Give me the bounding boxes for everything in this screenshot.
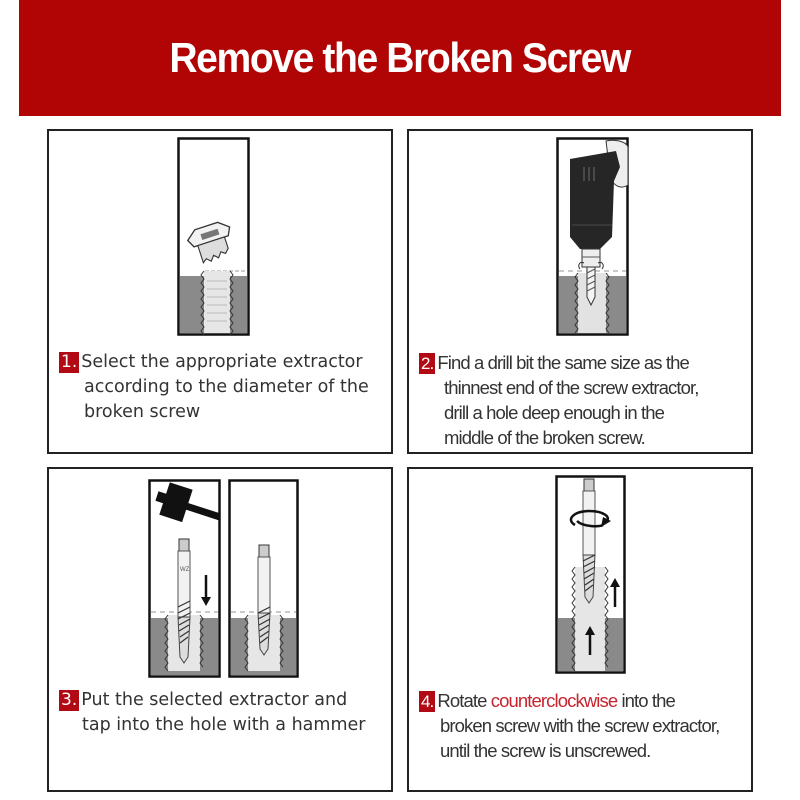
step-number-badge: 1. bbox=[61, 352, 78, 372]
drill-illustration-icon bbox=[556, 137, 630, 337]
highlight-text: counterclockwise bbox=[490, 690, 618, 711]
broken-screw-illustration-icon bbox=[177, 137, 251, 337]
rotate-extractor-illustration-icon bbox=[555, 475, 627, 675]
step-3-panel bbox=[47, 467, 393, 792]
page-title: Remove the Broken Screw bbox=[169, 34, 631, 81]
step-2-caption: 2. Find a drill bit the same size as the thinnest end of the screw extractor, drill a hole deep enough in the middle of the broken screw. bbox=[421, 352, 699, 448]
step-number-badge: 3. bbox=[61, 690, 78, 710]
step-1-caption: 1. Select the appropriate extractor according to the diameter of the broken screw bbox=[61, 352, 369, 422]
extractor-inserted-illustration-icon bbox=[228, 479, 300, 679]
step-3-caption: 3. Put the selected extractor and tap into the hole with a hammer bbox=[61, 690, 366, 735]
svg-text:WZ: WZ bbox=[180, 567, 190, 573]
step-4-caption: 4. Rotate counterclockwise into the broken screw with the screw extractor, until the screw is unscrewed. bbox=[421, 690, 720, 761]
step-number-badge: 2. bbox=[421, 354, 434, 373]
hammer-tap-illustration-icon bbox=[148, 479, 222, 679]
step-number-badge: 4. bbox=[421, 692, 434, 711]
title-banner bbox=[19, 0, 781, 116]
step-4-panel bbox=[407, 467, 753, 792]
step-2-panel bbox=[407, 129, 753, 454]
step-1-panel bbox=[47, 129, 393, 454]
